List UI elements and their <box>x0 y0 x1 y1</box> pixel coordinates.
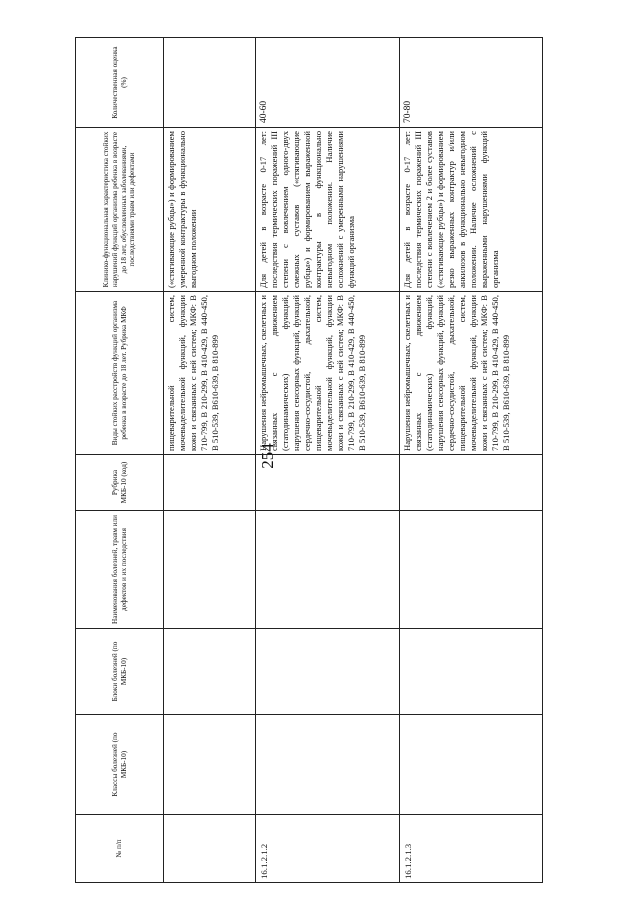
row-functions: Нарушения нейромышечных, скелетных и связанных с движением (статодинамических) функций, нарушения сенсорных функций, функций сердечно-сосудистой, дыхательной, пищеварительной систем, мочевыделительной функций, функции кожи и связанных с ней систем; МКФ: В 710-799, В 210-299, В 410-429, В 440-450, В 510-539, В610-639, В 810-899 <box>256 292 400 455</box>
row-percent: 40-60 <box>256 38 400 128</box>
header-row <box>76 38 164 883</box>
row-name <box>400 511 543 629</box>
row-characteristic: Для детей в возрасте 0-17 лет: последствия термических поражений III степени с вовлечением 2 и более суставов («стягивающие рубцы») и формированием резко выраженных контрактур и/или анкилозов в функционально невыгодном положении. Наличие осложнений с выраженными нарушениями функций организма <box>400 128 543 292</box>
row-class <box>164 715 256 815</box>
page-number: 254 <box>257 443 277 469</box>
header-num: № п/п <box>76 815 164 883</box>
row-characteristic: («стягивающие рубцы») и формированием умеренной контрактуры в функционально выгодном положении <box>164 128 256 292</box>
row-name <box>256 511 400 629</box>
row-number: 16.1.2.1.3 <box>400 815 543 883</box>
row-code <box>164 455 256 511</box>
header-class: Классы болезней (по МКБ-10) <box>76 715 164 815</box>
row-code <box>400 455 543 511</box>
row-block <box>400 629 543 715</box>
row-class <box>400 715 543 815</box>
row-number <box>164 815 256 883</box>
header-code: Рубрика МКБ-10 (код) <box>76 455 164 511</box>
row-code <box>256 455 400 511</box>
row-functions: пищеварительной систем, мочевыделительной функций, функции кожи и связанных с ней систем; МКФ: В 710-799, В 210-299, В 410-429, В 440-450, В 510-539, В610-639, В 810-899 <box>164 292 256 455</box>
row-percent: 70-80 <box>400 38 543 128</box>
header-block: Блоки болезней (по МКБ-10) <box>76 629 164 715</box>
disability-table <box>75 37 543 883</box>
table-row <box>256 38 400 883</box>
row-block <box>164 629 256 715</box>
row-number: 16.1.2.1.2 <box>256 815 400 883</box>
row-class <box>256 715 400 815</box>
header-characteristic: Клинико-функциональная характеристика стойких нарушений функций организма ребенка в возрасте до 18 лет, обусловленных заболеваниями, последствиями травм или дефектами <box>76 128 164 292</box>
row-characteristic: Для детей в возрасте 0-17 лет: последствия термических поражений III степени с вовлечением одного-двух смежных суставов («стягивающие рубцы») и формированием выраженной контрактуры в функционально невыгодном положении. Наличие осложнений с умеренными нарушениями функций организма <box>256 128 400 292</box>
table-row <box>164 38 256 883</box>
header-percent: Количественная оценка (%) <box>76 38 164 128</box>
row-name <box>164 511 256 629</box>
header-name: Наименования болезней, травм или дефектов и их последствия <box>76 511 164 629</box>
header-functions: Виды стойких расстройств функций организма ребенка в возрасте до 18 лет. Рубрика МКФ <box>76 292 164 455</box>
table-row <box>400 38 543 883</box>
rotated-table-wrapper <box>75 38 542 883</box>
row-block <box>256 629 400 715</box>
row-functions: Нарушения нейромышечных, скелетных и связанных с движением (статодинамических) функций, нарушения сенсорных функций, функций сердечно-сосудистой, дыхательной, пищеварительной систем, мочевыделительной функций, функции кожи и связанных с ней систем; МКФ: В 710-799, В 210-299, В 410-429, В 440-450, В 510-539, В610-639, В 810-899 <box>400 292 543 455</box>
row-percent <box>164 38 256 128</box>
